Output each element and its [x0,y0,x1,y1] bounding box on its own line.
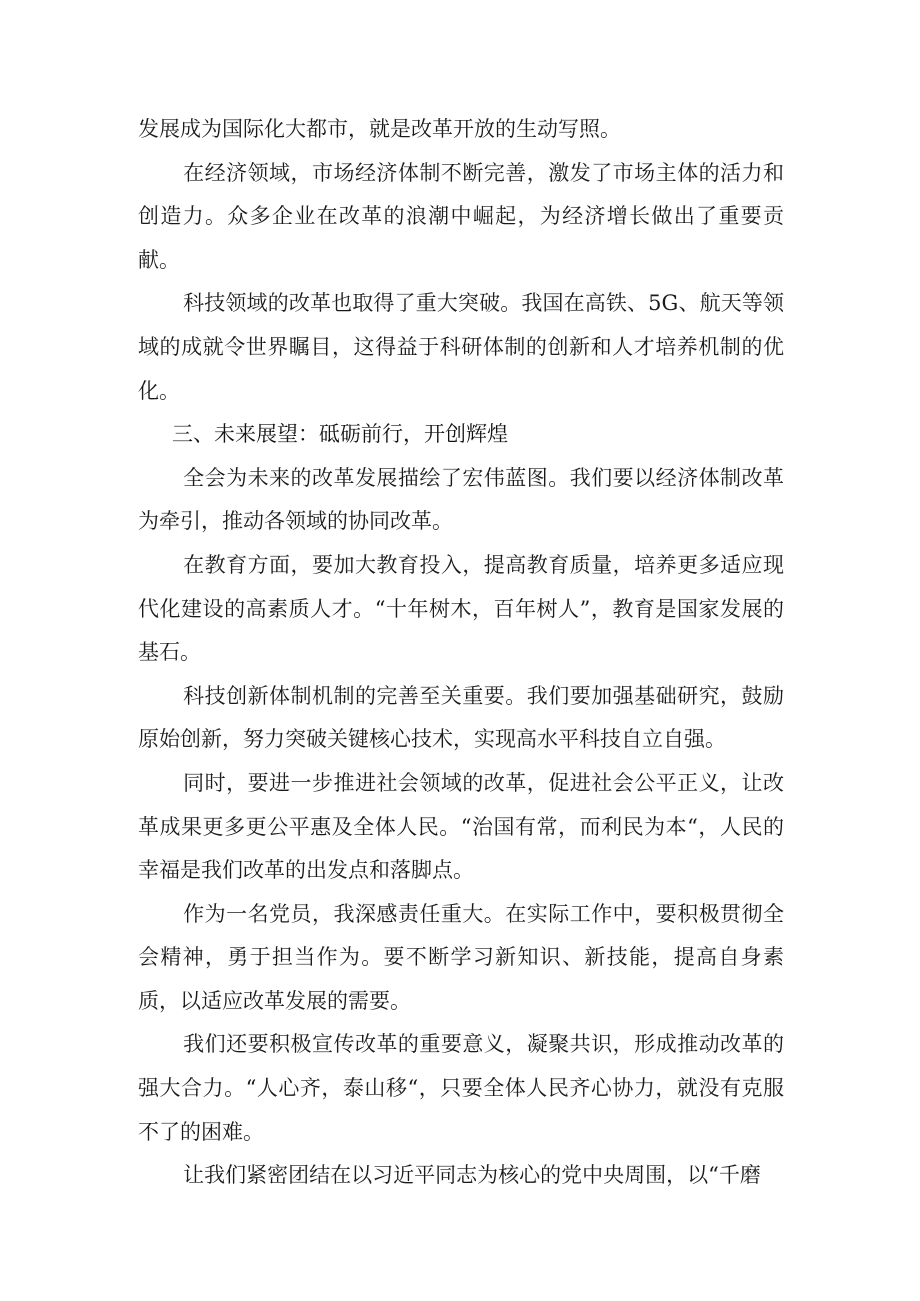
paragraph-7: 同时，要进一步推进社会领域的改革，促进社会公平正义，让改革成果更多更公平惠及全体人民。“治国有常，而利民为本“，人民的幸福是我们改革的出发点和落脚点。 [138,770,784,883]
paragraph-3: 科技领域的改革也取得了重大突破。我国在高铁、5G、航天等领域的成就令世界瞩目，这得益于科研体制的创新和人才培养机制的优化。 [138,291,784,403]
paragraph-5: 在教育方面，要加大教育投入，提高教育质量，培养更多适应现代化建设的高素质人才。“十年树木，百年树人”，教育是国家发展的基石。 [138,552,784,665]
paragraph-6: 科技创新体制机制的完善至关重要。我们要加强基础研究，鼓励原始创新，努力突破关键核心技术，实现高水平科技自立自强。 [138,683,784,752]
document-body [138,108,784,1198]
section-heading: 三、未来展望：砥砺前行，开创辉煌 [172,422,508,447]
paragraph-1: 发展成为国际化大都市，就是改革开放的生动写照。 [138,117,621,141]
paragraph-4: 全会为未来的改革发展描绘了宏伟蓝图。我们要以经济体制改革为牵引，推动各领域的协同改革。 [138,465,784,534]
paragraph-2: 在经济领域，市场经济体制不断完善，激发了市场主体的活力和创造力。众多企业在改革的浪潮中崛起，为经济增长做出了重要贡献。 [138,160,784,272]
paragraph-10: 让我们紧密团结在以习近平同志为核心的党中央周围，以“千磨 [183,1163,761,1188]
paragraph-9: 我们还要积极宣传改革的重要意义，凝聚共识，形成推动改革的强大合力。“人心齐，泰山移“，只要全体人民齐心协力，就没有克服不了的困难。 [138,1032,784,1144]
paragraph-8: 作为一名党员，我深感责任重大。在实际工作中，要积极贯彻全会精神，勇于担当作为。要不断学习新知识、新技能，提高自身素质，以适应改革发展的需要。 [138,901,784,1013]
